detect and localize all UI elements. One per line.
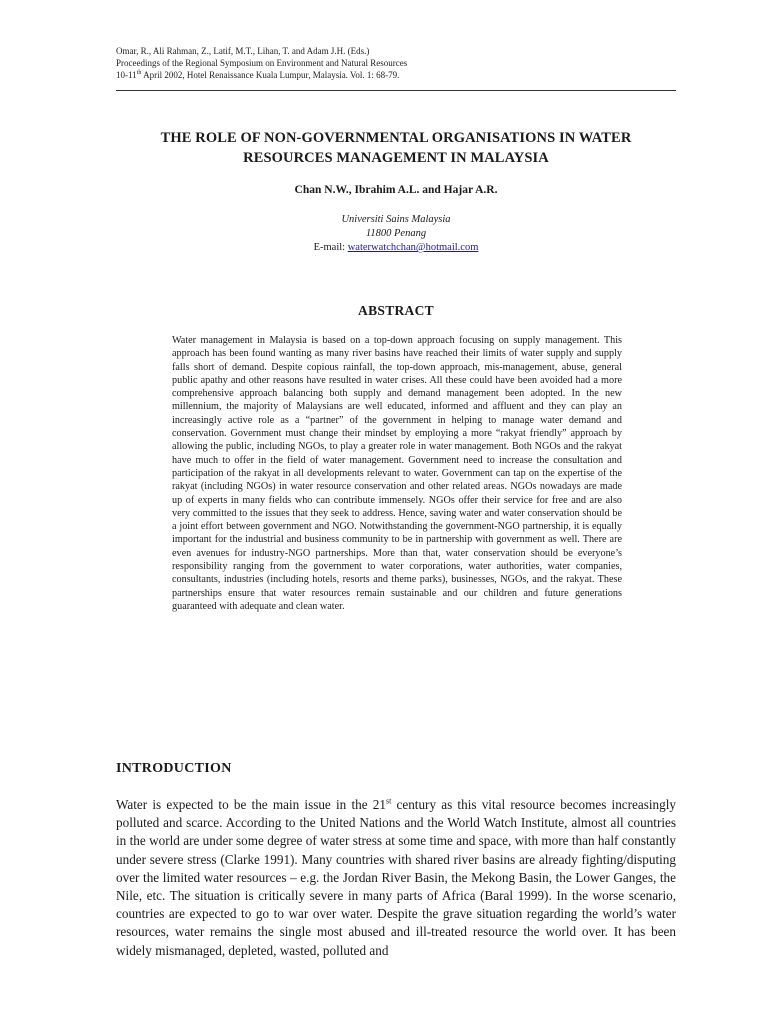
paper-title [116,128,676,168]
introduction-text-rest: century as this vital resource becomes increasingly polluted and scarce. According to the United Nations and the World Watch Institute, almost all countries in the world are under some degree of water stress at some time and space, with more than half constantly under severe stress (Clarke 1991). Many countries with shared river basins are already fighting/disputing over the limited water resources – e.g. the Jordan River Basin, the Mekong Basin, the Lower Ganges, the Nile, etc. The situation is critically severe in many parts of Africa (Baral 1999). In the worse scenario, countries are expected to go to war over water. Despite the grave situation regarding the world’s water resources, water remains the single most abused and ill-treated resource the world over. It has been widely mismanaged, depleted, wasted, polluted and [116,797,676,958]
introduction-body [116,796,676,960]
citation-date-suffix: th [136,70,142,76]
affiliation-city: 11800 Penang [365,228,427,239]
paper-title-line-2: RESOURCES MANAGEMENT IN MALAYSIA [243,150,549,166]
citation-proceedings: Proceedings of the Regional Symposium on Environment and Natural Resources [116,58,408,68]
citation-date: 10-11 [116,70,137,80]
header-divider [116,90,676,91]
introduction-text-start: Water is expected to be the main issue in the 21 [116,797,386,812]
paper-title-line-1: THE ROLE OF NON-GOVERNMENTAL ORGANISATIONS IN WATER [160,130,632,146]
citation-venue: April 2002, Hotel Renaissance Kuala Lumpur, Malaysia. Vol. 1: 68-79. [141,70,400,80]
email-label: E-mail: [313,242,348,253]
abstract-heading: ABSTRACT [358,303,434,318]
email-link[interactable]: waterwatchchan@hotmail.com [347,242,479,253]
paper-authors: Chan N.W., Ibrahim A.L. and Hajar A.R. [294,184,498,196]
affiliation-email-line [116,241,676,255]
century-ordinal-suffix: st [385,796,392,806]
introduction-heading: INTRODUCTION [116,761,232,776]
citation-header [116,45,676,81]
citation-editors: Omar, R., Ali Rahman, Z., Latif, M.T., Lihan, T. and Adam J.H. (Eds.) [116,46,370,56]
abstract-body: Water management in Malaysia is based on a top-down approach focusing on supply management. This approach has been found wanting as many river basins have reached their limits of water supply and supply falls short of demand. Despite copious rainfall, the top-down approach, mis-management, abuse, general public apathy and other reasons have resulted in water crises. All these could have been avoided had a more comprehensive approach balancing both supply and demand management been adopted. In the new millennium, the majority of Malaysians are well educated, informed and affluent and they can play an increasingly active role as a “partner” of the government in helping to manage water demand and conservation. Government must change their mindset by employing a more “rakyat friendly” approach by allowing the public, including NGOs, to play a greater role in water management. Both NGOs and the rakyat have much to offer in the field of water management. Government need to increase the consultation and participation of the rakyat in all developments relevant to water. Government can tap on the expertise of the rakyat (including NGOs) in water resource conservation and other related areas. NGOs nowadays are made up of experts in many fields who can contribute immensely. NGOs offer their service for free and are also very committed to the issues that they seek to address. Hence, saving water and water conservation should be a joint effort between government and NGO. Notwithstanding the government-NGO partnership, it is equally important for the industrial and business community to be in partnership with government as well. There are even avenues for industry-NGO partnerships. More than that, water conservation should be everyone’s responsibility ranging from the government to water corporations, water authorities, water companies, consultants, industries (including hotels, resorts and theme parks), businesses, NGOs, and the rakyat. These partnerships ensure that water resources remain sustainable and our children and future generations guaranteed with adequate and clean water. [172,335,622,612]
citation-date-venue [116,69,676,81]
author-affiliation [116,213,676,255]
affiliation-university: Universiti Sains Malaysia [341,214,451,225]
